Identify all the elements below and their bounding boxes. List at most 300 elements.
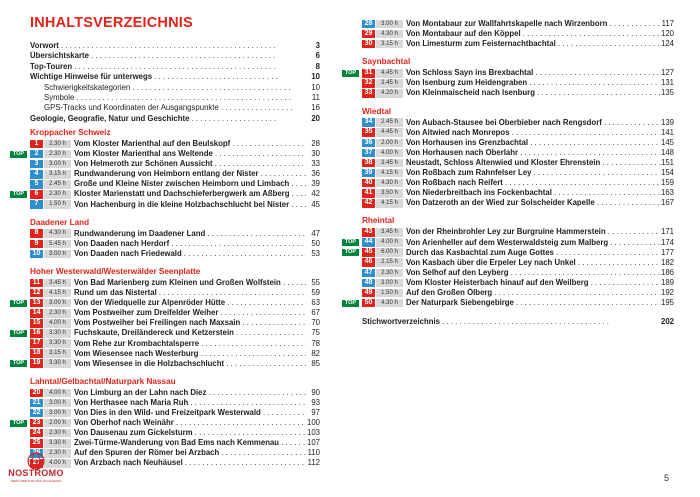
tour-entry[interactable] [362,78,674,88]
tour-name: Rundwanderung von Heimborn entlang der Nister . . . [74,169,306,179]
tour-page: 159 [660,178,674,188]
tour-duration: 4.00 h [44,319,71,328]
tour-duration: 3.00 h [44,299,71,308]
tour-duration: 2.45 h [44,180,71,189]
tour-entry[interactable] [362,178,674,188]
tour-page: 93 [311,397,320,407]
tour-name: Von der Wiedquelle zur Alpenröder Hütte . . . [74,298,306,308]
page-title: INHALTSVERZEICHNIS [30,15,193,31]
tour-name: Von Herthasee nach Maria Ruh . . . [74,398,306,408]
tour-page: 30 [311,149,320,159]
tour-duration: 2.30 h [44,429,71,438]
tour-number: 48 [362,279,375,288]
toc-entry-page: 10 [311,82,320,92]
tour-duration: 6.00 h [376,248,403,257]
tour-duration: 2.30 h [44,309,71,318]
tour-page: 120 [660,29,674,39]
tour-page: 67 [311,308,320,318]
tour-duration: 1.50 h [376,289,403,298]
tour-number: 3 [30,160,43,169]
tour-page: 50 [311,238,320,248]
tour-duration: 5.45 h [44,240,71,249]
tour-entry[interactable] [362,39,674,49]
tour-entry[interactable] [30,339,320,349]
top-tour-badge: TOP [342,249,359,256]
tour-duration: 2.30 h [44,190,71,199]
tour-name: Vom Rehe zur Krombachtalsperre . . . [74,339,306,349]
tour-number: 7 [30,200,43,209]
tour-number: 39 [362,169,375,178]
tour-name: Zwei-Türme-Wanderung von Bad Ems nach Kemmenau . . . [74,438,306,448]
tour-duration: 4.30 h [44,229,71,238]
tour-entry[interactable] [30,438,320,448]
tour-entry[interactable] [362,268,674,278]
tour-entry[interactable] [12,298,320,308]
tour-entry[interactable] [362,19,674,29]
tour-duration: 2.45 h [376,118,403,127]
toc-entry[interactable] [30,93,320,103]
tour-page: 151 [660,157,674,167]
tour-page: 75 [311,328,320,338]
tour-number: 30 [362,40,375,49]
tour-name: Der Naturpark Siebengebirge . . . [406,298,660,308]
tour-name: Von Dies in den Wild- und Freizeitpark Westerwald . . . [74,408,306,418]
tour-duration: 3.00 h [44,399,71,408]
tour-duration: 3.15 h [376,40,403,49]
tour-duration: 4.30 h [376,299,403,308]
tour-name: Neustadt, Schloss Altenwied und Kloster Ehrenstein . . . [406,158,660,168]
tour-name: Vom Kloster Marienthal ans Weltende . . . [74,149,306,159]
tour-entry[interactable] [362,188,674,198]
left-sections [12,127,320,469]
tour-entry[interactable] [12,189,320,199]
tour-number: 10 [30,250,43,259]
tour-number: 15 [30,319,43,328]
index-entry [362,317,674,327]
tour-name: Von Oberhof nach Weinähr . . . [74,418,306,428]
tour-name: Von der Rheinbrohler Ley zur Burgruine Hammerstein . . . [406,227,660,237]
tour-duration: 3.45 h [44,279,71,288]
tour-name: Vom Wiesensee in die Holzbachschlucht . . . [74,359,306,369]
tour-page: 103 [306,428,320,438]
tour-name: Vom Kloster Marienthal auf den Beulskopf . . . [74,139,306,149]
tour-name: Von Montabaur zur Wallfahrtskapelle nach Wirzenborn . . . [406,19,660,29]
tour-entry[interactable] [30,200,320,210]
tour-name: Kloster Marienstatt und Dachschieferbergwerk am Aßberg . . . [74,189,306,199]
section-heading: Saynbachtal [362,57,411,67]
tour-number: 20 [30,389,43,398]
top-tour-badge: TOP [10,330,27,337]
toc-entry[interactable] [30,51,320,61]
tour-number: 24 [30,429,43,438]
tour-entry[interactable] [30,249,320,259]
tour-name: Von Niederbreitbach ins Fockenbachtal . . . [406,188,660,198]
tour-page: 42 [311,189,320,199]
tour-duration: 2.00 h [44,419,71,428]
tour-page: 141 [660,127,674,137]
tour-entry[interactable] [344,237,674,248]
tour-duration: 4.15 h [376,199,403,208]
tour-number: 38 [362,159,375,168]
tour-name: Rundwanderung im Daadener Land . . . [74,229,306,239]
page-number: 5 [664,473,670,483]
tour-page: 131 [660,78,674,88]
tour-entry[interactable] [30,229,320,239]
toc-entry[interactable] [30,41,320,51]
tour-duration: 3.45 h [376,159,403,168]
tour-page: 127 [660,68,674,78]
tour-number: 13 [30,299,43,308]
toc-entry-label: Geologie, Geografie, Natur und Geschichte . . . [30,114,278,124]
tour-page: 78 [311,338,320,348]
tour-page: 85 [311,358,320,368]
tour-entry[interactable] [30,318,320,328]
tour-duration: 4.00 h [44,459,71,468]
tour-name: Von Daaden nach Friedewald . . . [74,249,306,259]
tour-name: Rund um das Nistertal . . . [74,288,306,298]
tour-page: 28 [311,139,320,148]
tour-entry[interactable] [30,398,320,408]
tour-duration: 3.50 h [376,189,403,198]
tour-number: 31 [362,69,375,78]
section-heading: Rheintal [362,216,395,226]
tour-entry[interactable] [30,458,320,468]
top-tour-badge: TOP [10,191,27,198]
tour-page: 195 [660,298,674,308]
tour-number: 21 [30,399,43,408]
tour-number: 16 [30,329,43,338]
tour-entry[interactable] [12,149,320,159]
tour-number: 4 [30,170,43,179]
toc-entry-label: GPS-Tracks und Koordinaten der Ausgangspunkte . . . [44,103,292,113]
tour-name: Von Daaden nach Herdorf . . . [74,239,306,249]
logo-tagline: WEB-COMPTOIR DES VOYAGEURS [10,479,62,483]
tour-entry[interactable] [344,68,674,78]
top-tour-badge: TOP [342,300,359,307]
tour-page: 33 [311,159,320,169]
tour-page: 39 [311,179,320,189]
tour-page: 90 [311,387,320,397]
logo-wordmark: NOSTROMO [8,468,64,478]
tour-page: 189 [660,277,674,287]
tour-page: 192 [660,287,674,297]
toc-entry-page: 8 [315,61,320,71]
tour-number: 41 [362,189,375,198]
tour-number: 6 [30,190,43,199]
tour-duration: 4.00 h [376,149,403,158]
tour-number: 46 [362,258,375,267]
tour-page: 55 [311,277,320,287]
tour-duration: 3.30 h [44,329,71,338]
tour-page: 145 [660,137,674,147]
toc-entry-page: 16 [311,103,320,113]
tour-entry[interactable] [362,118,674,128]
tour-name: Von Isenburg zum Heidengraben . . . [406,78,660,88]
tour-entry[interactable] [30,288,320,298]
tour-name: Von Arienheller auf dem Westerwaldsteig zum Malberg . . . [406,238,660,248]
tour-duration: 4.00 h [44,389,71,398]
tour-duration: 3.00 h [376,20,403,29]
top-tour-badge: TOP [10,420,27,427]
tour-duration: 2.15 h [376,258,403,267]
tour-name: Auf den Spuren der Römer bei Arzbach . . . [74,448,306,458]
tour-entry[interactable] [344,298,674,308]
tour-name: Vom Kloster Heisterbach hinauf auf den Weilberg . . . [406,278,660,288]
tour-entry[interactable] [362,128,674,138]
tour-page: 110 [307,448,320,458]
tour-duration: 4.20 h [376,89,403,98]
tour-name: Von Altwied nach Monrepos . . . [406,128,660,138]
toc-entry-page: 20 [311,113,320,123]
tour-number: 44 [362,238,375,247]
tour-number: 45 [362,248,375,257]
tour-page: 53 [311,248,320,258]
tour-name: Von Bad Marienberg zum Kleinen und Großen Wolfstein . . . [74,278,306,288]
tour-duration: 4.00 h [376,238,403,247]
tour-page: 59 [311,288,320,298]
tour-name: Von Arzbach nach Neuhäusel . . . [74,458,306,468]
tour-number: 17 [30,339,43,348]
tour-number: 11 [30,279,43,288]
tour-page: 177 [660,247,674,257]
tour-duration: 3.30 h [44,439,71,448]
tour-entry[interactable] [12,358,320,369]
tour-duration: 1.50 h [44,200,71,209]
tour-number: 33 [362,89,375,98]
tour-name: Von Datzeroth an der Wied zur Solscheider Kapelle . . . [406,198,660,208]
tour-number: 32 [362,79,375,88]
tour-number: 14 [30,309,43,318]
toc-entry[interactable] [30,72,320,82]
tour-page: 171 [660,227,674,237]
tour-duration: 3.15 h [44,349,71,358]
top-tour-badge: TOP [342,70,359,77]
tour-page: 97 [311,407,320,417]
tour-page: 70 [311,318,320,328]
tour-page: 135 [660,88,674,98]
globe-icon [6,450,66,470]
tour-name: Fuchskaute, Dreiländereck und Ketzerstein . . . [74,328,306,338]
tour-duration: 4.45 h [376,69,403,78]
tour-entry[interactable] [30,278,320,288]
tour-number: 8 [30,229,43,238]
tour-number: 22 [30,409,43,418]
tour-entry[interactable] [362,278,674,288]
tour-duration: 3.45 h [376,228,403,237]
tour-duration: 3.00 h [44,409,71,418]
tour-number: 27 [30,459,43,468]
tour-entry[interactable] [12,328,320,338]
tour-entry[interactable] [362,168,674,178]
tour-entry[interactable] [30,239,320,249]
tour-duration: 2.30 h [44,140,71,149]
tour-entry[interactable] [362,158,674,168]
toc-entry-label: Top-Touren . . . [30,62,278,72]
tour-page: 47 [311,228,320,238]
tour-page: 36 [311,169,320,179]
tour-name: Von Helmeroth zur Schönen Aussicht . . . [74,159,306,169]
tour-number: 35 [362,128,375,137]
tour-number: 36 [362,139,375,148]
top-tour-badge: TOP [10,151,27,158]
index-entry-page: 202 [660,317,674,326]
tour-number: 28 [362,20,375,29]
tour-number: 34 [362,118,375,127]
tour-entry[interactable] [362,29,674,39]
tour-page: 163 [660,188,674,198]
tour-page: 174 [660,237,674,247]
tour-name: Von Aubach-Stausee bei Oberbieber nach Rengsdorf . . . [406,118,660,128]
section-heading: Kroppacher Schweiz [30,128,111,137]
tour-number: 47 [362,269,375,278]
tour-duration: 4.15 h [376,169,403,178]
tour-name: Von Roßbach zum Rahnfelser Ley . . . [406,168,660,178]
tour-entry[interactable] [362,227,674,237]
tour-number: 5 [30,180,43,189]
section-heading: Hoher Westerwald/Westerwälder Seenplatte [30,266,201,276]
tour-name: Vom Wiesensee nach Westerburg . . . [74,349,306,359]
tour-entry[interactable] [30,349,320,359]
tour-entry[interactable] [30,448,320,458]
tour-number: 1 [30,140,43,149]
tour-duration: 3.00 h [44,250,71,259]
toc-entry-page: 10 [311,72,320,82]
tour-name: Große und Kleine Nister zwischen Heimborn und Limbach . . . [74,179,306,189]
tour-name: Von Limesturm zum Feisternachtbachtal . . . [406,39,660,49]
index-entry-label: Stichwortverzeichnis . . . [362,317,610,327]
tour-entry[interactable] [344,247,674,258]
publisher-logo [6,450,66,490]
tour-name: Von Limburg an der Lahn nach Diez . . . [74,388,306,398]
tour-duration: 4.30 h [376,30,403,39]
tour-page: 148 [660,147,674,157]
tour-entry[interactable] [362,198,674,208]
tour-duration: 3.00 h [376,279,403,288]
tour-number: 29 [362,30,375,39]
tour-duration: 4.30 h [376,179,403,188]
tour-entry[interactable] [12,418,320,428]
tour-name: Auf den Großen Ölberg . . . [406,288,660,298]
tour-name: Vom Postweiher zum Dreifelder Weiher . . . [74,308,306,318]
tour-entry[interactable] [30,169,320,179]
tour-entry[interactable] [362,138,674,148]
tour-number: 18 [30,349,43,358]
tour-number: 19 [30,359,43,368]
tour-name: Durch das Kasbachtal zum Auge Gottes . . . [406,248,660,258]
tour-duration: 3.45 h [376,79,403,88]
tour-page: 107 [306,438,320,448]
tour-entry[interactable] [30,159,320,169]
tour-entry[interactable] [30,428,320,438]
tour-entry[interactable] [30,179,320,189]
tour-page: 139 [660,117,674,127]
toc-entry-page: 3 [315,41,320,50]
tour-duration: 2.30 h [44,449,71,458]
top-tour-badge: TOP [10,360,27,367]
toc-entry-label: Schwierigkeitskategorien . . . [44,83,292,93]
toc-entry-label: Symbole . . . [44,93,292,103]
section-heading: Daadener Land [30,217,90,227]
tour-entry[interactable] [30,139,320,149]
right-sections [344,19,674,308]
tour-number: 40 [362,179,375,188]
tour-duration: 3.15 h [44,170,71,179]
tour-number: 9 [30,240,43,249]
tour-page: 182 [660,257,674,267]
top-tour-badge: TOP [342,239,359,246]
toc-entry-label: Vorwort . . . [30,41,278,51]
top-tour-badge: TOP [10,300,27,307]
toc-entry-page: 11 [311,92,320,102]
tour-name: Von Montabaur auf den Köppel . . . [406,29,660,39]
tour-page: 100 [306,418,320,428]
tour-number: 26 [30,449,43,458]
front-matter-list [30,41,320,124]
tour-name: Von Kasbach über die Erpeler Ley nach Unkel . . . [406,258,660,268]
tour-number: 25 [30,439,43,448]
toc-entry-label: Wichtige Hinweise für unterwegs . . . [30,72,278,82]
toc-entry-label: Übersichtskarte . . . [30,51,278,61]
tour-entry[interactable] [30,408,320,418]
tour-duration: 3.30 h [44,339,71,348]
toc-entry-page: 6 [315,51,320,61]
tour-duration: 2.30 h [376,269,403,278]
tour-page: 82 [311,348,320,358]
tour-number: 49 [362,289,375,298]
tour-name: Von Kleinmaischeid nach Isenburg . . . [406,88,660,98]
tour-entry[interactable] [362,88,674,98]
section-heading: Wiedtal [362,106,392,116]
tour-number: 50 [362,299,375,308]
tour-number: 37 [362,149,375,158]
tour-duration: 2.00 h [376,139,403,148]
toc-entry[interactable] [30,83,320,93]
tour-name: Von Schloss Sayn ins Brexbachtal . . . [406,68,660,78]
tour-duration: 4.15 h [44,289,71,298]
tour-entry[interactable] [30,308,320,318]
tour-page: 186 [660,267,674,277]
tour-page: 124 [660,39,674,49]
toc-entry[interactable] [30,114,320,124]
tour-page: 63 [311,298,320,308]
tour-page: 112 [307,458,320,468]
tour-entry[interactable] [30,388,320,398]
tour-name: Von Horhausen nach Oberlahr . . . [406,148,660,158]
tour-duration: 3.30 h [44,359,71,368]
tour-page: 117 [661,19,674,28]
tour-name: Von Roßbach nach Reifert . . . [406,178,660,188]
tour-duration: 2.30 h [44,150,71,159]
section-heading: Lahntal/Gelbachtal/Naturpark Nassau [30,376,176,386]
tour-entry[interactable] [362,288,674,298]
tour-duration: 3.00 h [44,160,71,169]
tour-name: Von Horhausen ins Grenzbachtal . . . [406,138,660,148]
tour-page: 45 [311,199,320,209]
tour-page: 154 [660,168,674,178]
tour-name: Von Dausenau zum Gickelsturm . . . [74,428,306,438]
tour-name: Von Selhof auf den Leyberg . . . [406,268,660,278]
tour-number: 23 [30,419,43,428]
tour-number: 2 [30,150,43,159]
tour-number: 43 [362,228,375,237]
tour-entry[interactable] [362,148,674,158]
tour-entry[interactable] [362,258,674,268]
tour-number: 12 [30,289,43,298]
toc-entry[interactable] [30,62,320,72]
toc-entry[interactable] [30,103,320,113]
tour-page: 167 [660,198,674,208]
tour-name: Von Hachenburg in die kleine Holzbachschlucht bei Nister . . . [74,200,306,210]
